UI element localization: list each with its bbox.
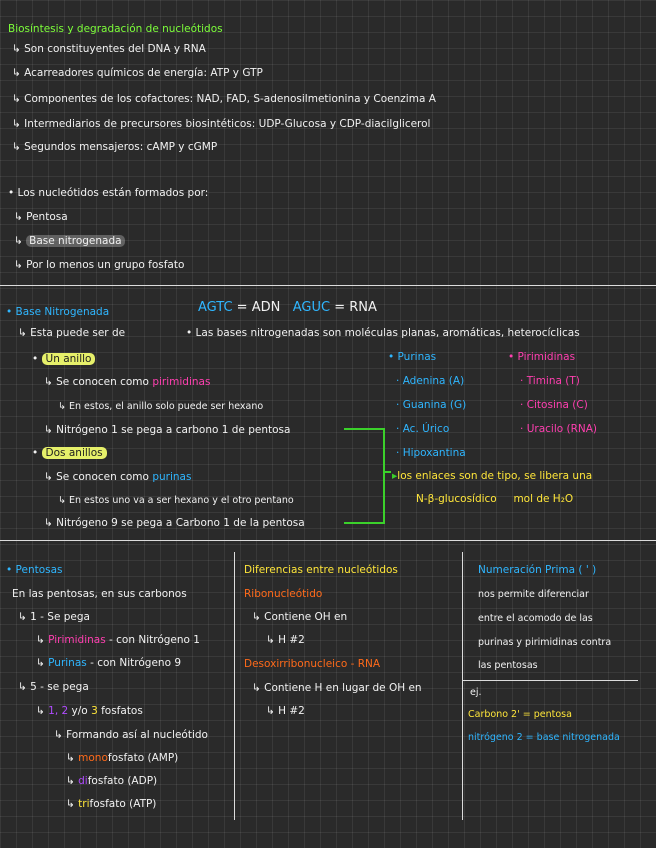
arrow-icon: ↳	[266, 634, 279, 646]
formed-by-heading: • Los nucleótidos están formados por:	[8, 187, 209, 199]
bullet-icon: •	[388, 351, 398, 363]
pirimidinas-title: • Pirimidinas	[508, 351, 576, 363]
arrow-icon: ↳	[12, 93, 25, 105]
num-text-line: entre el acomodo de las	[478, 613, 593, 624]
deoxi-note: ↳ Contiene H en lugar de OH en	[252, 682, 422, 694]
list-item: ↳ Componentes de los cofactores: NAD, FAD, S-adenosilmetionina y Coenzima A	[12, 93, 436, 105]
pirimidinas-note: ↳ Pirimidinas - con Nitrógeno 1	[36, 634, 200, 646]
dna-rna-legend: AGTC = ADN AGUC = RNA	[198, 300, 377, 315]
list-item: ↳ Por lo menos un grupo fosfato	[14, 259, 185, 271]
divider	[462, 680, 638, 681]
bullet-icon: •	[8, 187, 18, 199]
one-ring-label: • Un anillo	[32, 352, 95, 366]
arrow-icon: ↳	[54, 729, 67, 741]
arrow-icon: ↳	[12, 67, 25, 79]
bullet-icon: •	[32, 353, 42, 365]
divider	[0, 540, 656, 541]
list-item: · Uracilo (RNA)	[520, 423, 598, 435]
ribo-title: Ribonucleótido	[244, 588, 323, 600]
arrow-icon: ↳	[66, 775, 79, 787]
num-text-line: purinas y pirimidinas contra	[478, 637, 612, 648]
arrow-icon: ↳	[44, 517, 57, 529]
bullet-icon: •	[6, 564, 16, 576]
arrow-icon: ↳	[66, 752, 79, 764]
carbon-1: ↳ 1 - Se pega	[18, 611, 90, 623]
list-item: · Hipoxantina	[396, 447, 466, 459]
example-2: nitrógeno 2 = base nitrogenada	[468, 732, 620, 743]
n9-note: ↳ Nitrógeno 9 se pega a Carbono 1 de la pentosa	[44, 517, 305, 529]
arrow-icon: ↳	[12, 43, 25, 55]
list-item: · Guanina (G)	[396, 399, 467, 411]
bullet-icon: •	[508, 351, 518, 363]
title: Biosíntesis y degradación de nucleótidos	[8, 23, 223, 35]
list-item: ↳ Pentosa	[14, 211, 68, 223]
arrow-icon: ↳	[12, 141, 25, 153]
known-as-purines: ↳ Se conocen como purinas	[44, 471, 192, 483]
list-item: ↳ Son constituyentes del DNA y RNA	[12, 43, 206, 55]
bullet-icon: •	[32, 447, 42, 459]
purinas-note: ↳ Purinas - con Nitrógeno 9	[36, 657, 182, 669]
bond-note: ▸los enlaces son de tipo, se libera una	[392, 470, 593, 482]
bullet-icon: •	[6, 306, 16, 318]
trifosfato: ↳ trifosfato (ATP)	[66, 798, 157, 810]
ribo-h: ↳ H #2	[266, 634, 305, 646]
deoxi-h: ↳ H #2	[266, 705, 305, 717]
description-text: • Las bases nitrogenadas son moléculas planas, aromáticas, heterocíclicas	[186, 327, 580, 339]
list-item: · Citosina (C)	[520, 399, 588, 411]
one-ring-note: ↳ En estos, el anillo solo puede ser hexano	[58, 401, 264, 412]
list-item: ↳ Base nitrogenada	[14, 234, 125, 248]
bond-type: N-β-glucosídico mol de H₂O	[416, 493, 574, 505]
n1-note: ↳ Nitrógeno 1 se pega a carbono 1 de pentosa	[44, 424, 291, 436]
arrow-icon: ↳	[18, 611, 31, 623]
can-be-text: ↳ Esta puede ser de	[18, 327, 126, 339]
difosfato: ↳ difosfato (ADP)	[66, 775, 158, 787]
example-1: Carbono 2' = pentosa	[468, 709, 572, 720]
arrow-icon: ↳	[58, 401, 69, 412]
forming-note: ↳ Formando así al nucleótido	[54, 729, 208, 741]
carbon-5: ↳ 5 - se pega	[18, 681, 89, 693]
ribo-note: ↳ Contiene OH en	[252, 611, 348, 623]
deoxi-title: Desoxirribonucleico - RNA	[244, 658, 381, 670]
monofosfato: ↳ monofosfato (AMP)	[66, 752, 179, 764]
arrow-icon: ↳	[44, 471, 57, 483]
arrow-icon: ↳	[14, 259, 27, 271]
num-title: Numeración Prima ( ' )	[478, 564, 597, 576]
column-divider	[234, 552, 235, 820]
arrow-icon: ↳	[14, 235, 27, 247]
phosphates-note: ↳ 1, 2 y/o 3 fosfatos	[36, 705, 143, 717]
known-as-pyrimidines: ↳ Se conocen como pirimidinas	[44, 376, 211, 388]
bullet-icon: •	[186, 327, 196, 339]
pentosas-title: • Pentosas	[6, 564, 63, 576]
arrow-icon: ↳	[18, 327, 31, 339]
arrow-icon: ↳	[252, 611, 265, 623]
arrow-icon: ↳	[36, 634, 49, 646]
bracket-line	[383, 471, 391, 473]
list-item: ↳ Acarreadores químicos de energía: ATP y GTP	[12, 67, 263, 79]
purinas-title: • Purinas	[388, 351, 437, 363]
list-item: · Adenina (A)	[396, 375, 465, 387]
bracket-line	[344, 522, 384, 524]
arrow-icon: ↳	[266, 705, 279, 717]
arrow-icon: ↳	[252, 682, 265, 694]
two-ring-note: ↳ En estos uno va a ser hexano y el otro pentano	[58, 495, 294, 506]
arrow-icon: ↳	[18, 681, 31, 693]
base-nitrogenada-title: • Base Nitrogenada	[6, 306, 110, 318]
num-text-line: las pentosas	[478, 660, 538, 671]
arrow-icon: ↳	[58, 495, 69, 506]
list-item: · Timina (T)	[520, 375, 580, 387]
num-text-line: nos permite diferenciar	[478, 589, 589, 600]
list-item: · Ac. Úrico	[396, 423, 450, 435]
bracket-line	[344, 428, 384, 430]
arrow-icon: ↳	[44, 424, 57, 436]
arrow-right-icon: ▸	[392, 470, 398, 482]
example-label: ej.	[470, 687, 482, 698]
arrow-icon: ↳	[36, 705, 49, 717]
arrow-icon: ↳	[36, 657, 49, 669]
diff-title: Diferencias entre nucleótidos	[244, 564, 398, 576]
arrow-icon: ↳	[66, 798, 79, 810]
bracket-line	[383, 428, 385, 524]
column-divider	[462, 552, 463, 820]
pentosas-intro: En las pentosas, en sus carbonos	[12, 588, 187, 600]
list-item: ↳ Intermediarios de precursores biosintéticos: UDP-Glucosa y CDP-diacilglicerol	[12, 118, 431, 130]
two-rings-label: • Dos anillos	[32, 446, 107, 460]
arrow-icon: ↳	[14, 211, 27, 223]
list-item: ↳ Segundos mensajeros: cAMP y cGMP	[12, 141, 218, 153]
arrow-icon: ↳	[12, 118, 25, 130]
arrow-icon: ↳	[44, 376, 57, 388]
divider	[0, 285, 656, 286]
